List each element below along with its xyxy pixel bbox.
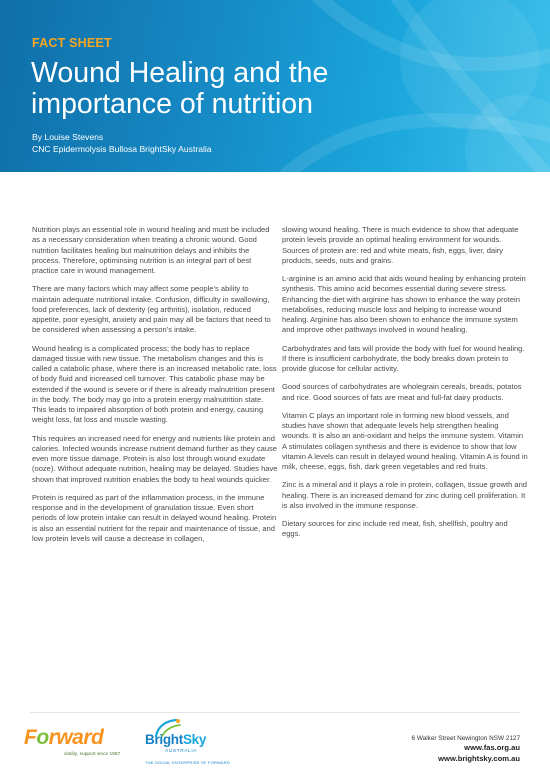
address: 6 Walker Street Newington NSW 2127 — [411, 735, 520, 742]
title-line-1: Wound Healing and the — [31, 57, 329, 89]
paragraph: Carbohydrates and fats will provide the body with fuel for wound healing. If there is insufficient carbohydrate, the body breaks down protein to provide glucose for cellular activity. — [282, 343, 525, 373]
brightsky-country: AUSTRALIA — [165, 749, 198, 754]
paragraph: Vitamin C plays an important role in forming new blood vessels, and studies have shown that adequate levels help strengthen healing wounds. It is also an anti-oxidant and helps the immune system. Vitamin A stimulates collagen synthesis and there is evidence to show that low vitamin A levels can result in delayed wound healing. Vitamin A is found in milk, cheese, eggs, fish, dark green vegetables and red fruits. — [282, 410, 528, 471]
paragraph: Wound healing is a complicated process; the body has to replace damaged tissue with new tissue. The metabolism changes and this is called a catabolic phase, where there is an increased metabolic rate, loss of body fluid and increased cell turnover. This catabolic phase may be extended if the wound is severe or if there is already malnutrition present in the body. The body may go into a protein energy malnutrition state. This leads to impaired absorption of both protein and energy, causing weight loss, fat loss and muscle wasting. — [32, 343, 277, 425]
left-column — [32, 225, 278, 552]
fact-sheet-label: FACT SHEET — [32, 36, 112, 50]
website-link-fas[interactable]: www.fas.org.au — [464, 743, 520, 752]
right-column — [282, 225, 528, 548]
paragraph: Nutrition plays an essential role in wound healing and must be included as a necessary consideration when treating a chronic wound. Good nutrition facilitates healing but malnutrition delays and inhibits the process. Therefore, optiminsing nutrition is an integral part of best practice care in wound management. — [32, 225, 270, 275]
paragraph: L-arginine is an amino acid that aids wound healing by enhancing protein synthesis. This amino acid becomes essential during severe stress. Enhancing the diet with arginine has shown to enhance the way protein metabolises, reducing muscle loss and helping to increase wound healing. Arginine has also been shown to enhance the immune system and improve other pathways involved in wound healing. — [282, 274, 526, 335]
forward-wordmark: Forward — [24, 726, 104, 749]
title-line-2: importance of nutrition — [31, 88, 313, 120]
paragraph: Protein is required as part of the inflammation process, in the immune response and in the development of granulation tissue. Even short periods of low protein intake can result in delayed wound healing. Protein is also an essential nutrient for the repair and maintenance of tissue, and low protein levels will cause a decrease in collagen, — [32, 492, 277, 543]
brightsky-wordmark: BrightSky — [145, 732, 207, 747]
paragraph: slowing wound healing. There is much evidence to show that adequate protein levels provide an optimal healing environment for wounds. Sources of protein are: red and white meats, fish, eggs, liver, dairy products, seeds, nuts and grains. — [282, 225, 519, 265]
brightsky-tagline: THE SOCIAL ENTERPRISE OF FORWARD — [145, 760, 230, 765]
author-role: CNC Epidermolysis Bullosa BrightSky Australia — [32, 144, 212, 154]
paragraph: Good sources of carbohydrates are wholegrain cereals, breads, potatos and rice. Good sources of fats are meat and full-fat dairy products. — [282, 382, 522, 402]
author-name: By Louise Stevens — [32, 132, 104, 142]
paragraph: Zinc is a mineral and it plays a role in protein, collagen, tissue growth and healing. There is an increased demand for zinc during cell proliferation. It is also involved in the immune response. — [282, 480, 527, 510]
paragraph: This requires an increased need for energy and nutrients like protein and calories. Infected wounds increase nutrient demand further as they cause even more tissue damage. Protein is also lost through wound exudate (ooze). Without adequate nutrition, healing may be delayed. Studies have shown that improved nutrition enables the body to heal wounds quicker. — [32, 433, 278, 484]
author-block — [32, 131, 212, 155]
header-banner — [0, 0, 550, 172]
forward-tagline: vitality, support since 1987 — [64, 752, 121, 757]
paragraph: There are many factors which may affect some people’s ability to maintain adequate nutritional intake. Confusion, difficulty in swallowing, food preferences, lack of dexterity (eg arthritis), isolation, reduced appetite, poor eyesight, anxiety and pain may all be factors that need to be considered when assessing a person’s intake. — [32, 284, 271, 335]
page-title — [31, 58, 391, 120]
contact-block — [412, 734, 520, 764]
forward-logo[interactable] — [24, 726, 136, 762]
paragraph: Dietary sources for zinc include red meat, fish, shellfish, poultry and eggs. — [282, 519, 508, 539]
footer-divider — [30, 712, 520, 713]
brightsky-logo[interactable] — [142, 718, 230, 770]
website-link-brightsky[interactable]: www.brightsky.com.au — [438, 753, 520, 763]
